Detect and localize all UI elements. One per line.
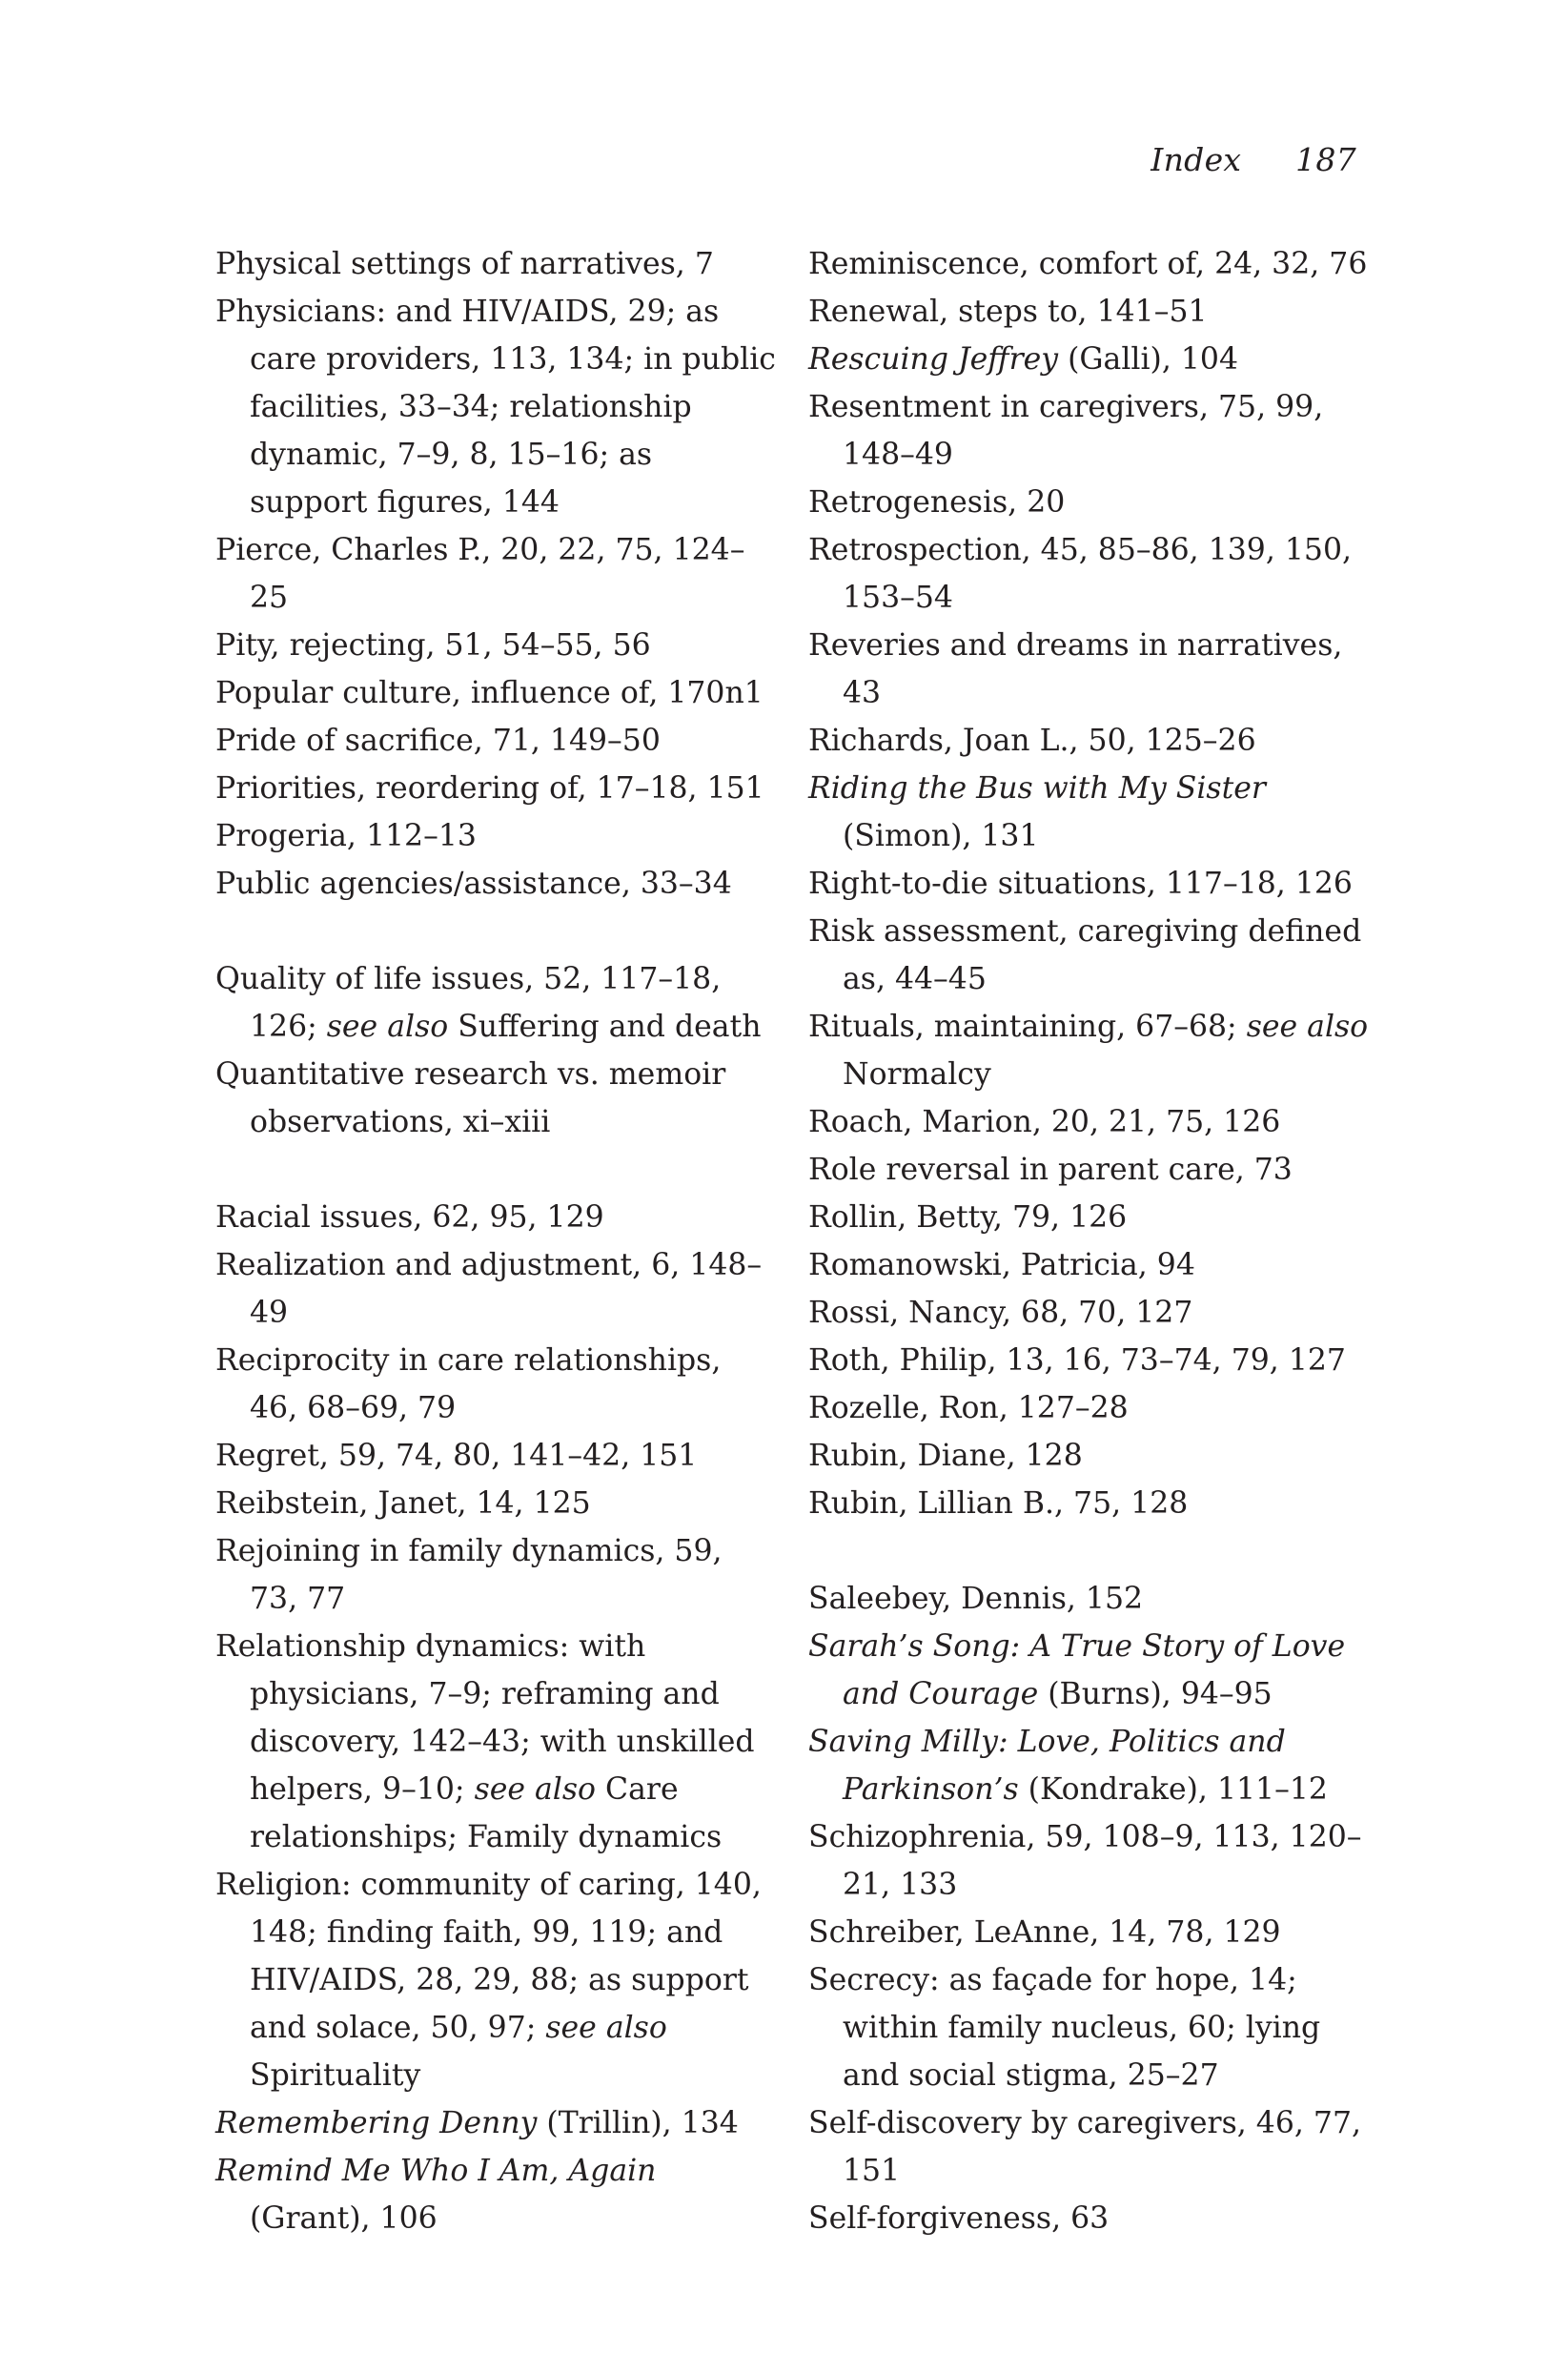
entry-text: Retrospection, 45, 85–86, 139, 150, 153–54: [808, 533, 1352, 615]
entry-text: Pride of sacrifice, 71, 149–50: [215, 724, 661, 758]
entry-text: Reveries and dreams in narratives, 43: [808, 628, 1343, 710]
index-entry: [215, 1861, 778, 2099]
entry-text: Suffering and death: [448, 1010, 762, 1044]
entry-text: Regret, 59, 74, 80, 141–42, 151: [215, 1439, 698, 1473]
index-entry: [215, 669, 778, 717]
entry-text: Rubin, Lillian B., 75, 128: [808, 1486, 1189, 1521]
letter-group-gap: [215, 908, 778, 955]
entry-text: Rubin, Diane, 128: [808, 1439, 1083, 1473]
entry-text: Rollin, Betty, 79, 126: [808, 1200, 1128, 1235]
letter-group-gap: [808, 1527, 1371, 1575]
index-entry: [808, 1813, 1371, 1909]
page-number: 187: [1295, 141, 1356, 178]
work-title: Remind Me Who I Am, Again: [215, 2154, 657, 2188]
see-also-label: see also: [545, 2011, 667, 2045]
entry-text: Spirituality: [250, 2058, 421, 2093]
index-entry: [215, 288, 778, 526]
index-entry: [808, 1098, 1371, 1146]
entry-text: Racial issues, 62, 95, 129: [215, 1200, 604, 1235]
index-entry: [808, 1194, 1371, 1241]
index-entry: [808, 479, 1371, 526]
entry-text: Physical settings of narratives, 7: [215, 247, 714, 281]
letter-group-gap: [215, 1146, 778, 1194]
index-entry: [808, 2195, 1371, 2242]
entry-text: Self-forgiveness, 63: [808, 2201, 1110, 2236]
index-entry: [215, 860, 778, 908]
work-title: Saving Milly: Love, Politics and Parkinson’s: [808, 1725, 1286, 1807]
entry-text: Pierce, Charles P., 20, 22, 75, 124–25: [215, 533, 745, 615]
entry-text: (Burns), 94–95: [1038, 1677, 1273, 1711]
index-entry: [215, 717, 778, 765]
running-head: [1151, 141, 1356, 178]
index-entry: [808, 1289, 1371, 1337]
index-entry: [808, 1241, 1371, 1289]
entry-text: Popular culture, influence of, 170n1: [215, 676, 764, 710]
index-entry: [808, 908, 1371, 1003]
entry-text: (Galli), 104: [1058, 342, 1238, 377]
index-entry: [808, 1432, 1371, 1480]
entry-text: Realization and adjustment, 6, 148–49: [215, 1248, 763, 1330]
entry-text: Reminiscence, comfort of, 24, 32, 76: [808, 247, 1368, 281]
entry-text: Care relationships; Family dynamics: [250, 1772, 723, 1854]
entry-text: (Simon), 131: [843, 819, 1039, 853]
index-entry: [808, 717, 1371, 765]
work-title: Rescuing Jeffrey: [808, 342, 1059, 377]
entry-text: Richards, Joan L., 50, 125–26: [808, 724, 1256, 758]
index-entry: [808, 2099, 1371, 2195]
index-entry: [808, 526, 1371, 622]
index-entry: [808, 288, 1371, 336]
index-entry: [808, 1337, 1371, 1384]
index-entry: [808, 1956, 1371, 2099]
entry-text: (Trillin), 134: [537, 2106, 739, 2140]
entry-text: Schizophrenia, 59, 108–9, 113, 120–21, 133: [808, 1820, 1362, 1902]
index-entry: [808, 622, 1371, 717]
work-title: Riding the Bus with My Sister: [808, 771, 1266, 806]
index-entry: [808, 1384, 1371, 1432]
index-entry: [808, 1146, 1371, 1194]
entry-text: Physicians: and HIV/AIDS, 29; as care providers, 113, 134; in public facilities, 33–34; relationship dynamic, 7–9, 8, 15–16; as support figures, 144: [215, 295, 776, 520]
entry-text: Resentment in caregivers, 75, 99, 148–49: [808, 390, 1324, 472]
index-entry: [215, 1051, 778, 1146]
index-entry: [808, 1003, 1371, 1098]
index-entry: [215, 1337, 778, 1432]
entry-text: Self-discovery by caregivers, 46, 77, 151: [808, 2106, 1362, 2188]
see-also-label: see also: [1246, 1010, 1369, 1044]
entry-text: Rituals, maintaining, 67–68;: [808, 1010, 1247, 1044]
index-entry: [808, 240, 1371, 288]
entry-text: Rejoining in family dynamics, 59, 73, 77: [215, 1534, 723, 1616]
index-entry: [808, 860, 1371, 908]
entry-text: (Grant), 106: [250, 2201, 438, 2236]
entry-text: Saleebey, Dennis, 152: [808, 1582, 1144, 1616]
index-entry: [808, 383, 1371, 479]
index-entry: [808, 1718, 1371, 1813]
entry-text: Renewal, steps to, 141–51: [808, 295, 1208, 329]
work-title: Remembering Denny: [215, 2106, 538, 2140]
index-entry: [215, 812, 778, 860]
see-also-label: see also: [326, 1010, 449, 1044]
entry-text: Quantitative research vs. memoir observations, xi–xiii: [215, 1057, 726, 1139]
entry-text: Reciprocity in care relationships, 46, 68–69, 79: [215, 1343, 722, 1425]
index-entry: [808, 336, 1371, 383]
index-entry: [215, 955, 778, 1051]
work-title: Sarah’s Song: A True Story of Love and Courage: [808, 1629, 1346, 1711]
index-entry: [215, 1432, 778, 1480]
running-head-title: Index: [1151, 141, 1242, 178]
entry-text: Retrogenesis, 20: [808, 485, 1066, 520]
entry-text: Relationship dynamics: with physicians, 7–9; reframing and discovery, 142–43; with unskilled helpers, 9–10;: [215, 1629, 755, 1807]
entry-text: (Kondrake), 111–12: [1018, 1772, 1328, 1807]
entry-text: Public agencies/assistance, 33–34: [215, 867, 732, 901]
index-column-left: [215, 240, 778, 2242]
entry-text: Reibstein, Janet, 14, 125: [215, 1486, 591, 1521]
see-also-label: see also: [474, 1772, 597, 1807]
index-entry: [215, 2147, 778, 2242]
index-entry: [215, 1527, 778, 1623]
entry-text: Roach, Marion, 20, 21, 75, 126: [808, 1105, 1281, 1139]
entry-text: Romanowski, Patricia, 94: [808, 1248, 1195, 1282]
index-entry: [808, 765, 1371, 860]
entry-text: Religion: community of caring, 140, 148; finding faith, 99, 119; and HIV/AIDS, 28, 29, 88; as support and solace, 50, 97;: [215, 1868, 762, 2045]
index-entry: [215, 1480, 778, 1527]
entry-text: Schreiber, LeAnne, 14, 78, 129: [808, 1915, 1281, 1950]
entry-text: Risk assessment, caregiving defined as, 44–45: [808, 914, 1362, 996]
entry-text: Right-to-die situations, 117–18, 126: [808, 867, 1353, 901]
entry-text: Progeria, 112–13: [215, 819, 477, 853]
index-entry: [808, 1909, 1371, 1956]
index-entry: [808, 1480, 1371, 1527]
index-entry: [808, 1623, 1371, 1718]
entry-text: Quality of life issues, 52, 117–18, 126;: [215, 962, 722, 1044]
index-entry: [215, 2099, 778, 2147]
index-column-right: [808, 240, 1371, 2242]
entry-text: Role reversal in parent care, 73: [808, 1153, 1293, 1187]
entry-text: Priorities, reordering of, 17–18, 151: [215, 771, 764, 806]
index-entry: [215, 765, 778, 812]
index-entry: [215, 240, 778, 288]
index-entry: [215, 622, 778, 669]
entry-text: Pity, rejecting, 51, 54–55, 56: [215, 628, 651, 663]
index-entry: [215, 526, 778, 622]
index-entry: [808, 1575, 1371, 1623]
entry-text: Rozelle, Ron, 127–28: [808, 1391, 1129, 1425]
index-entry: [215, 1623, 778, 1861]
entry-text: Roth, Philip, 13, 16, 73–74, 79, 127: [808, 1343, 1346, 1378]
entry-text: Secrecy: as façade for hope, 14; within family nucleus, 60; lying and social stigma, 25–27: [808, 1963, 1321, 2093]
entry-text: Normalcy: [843, 1057, 991, 1092]
entry-text: Rossi, Nancy, 68, 70, 127: [808, 1296, 1193, 1330]
index-entry: [215, 1194, 778, 1241]
index-entry: [215, 1241, 778, 1337]
